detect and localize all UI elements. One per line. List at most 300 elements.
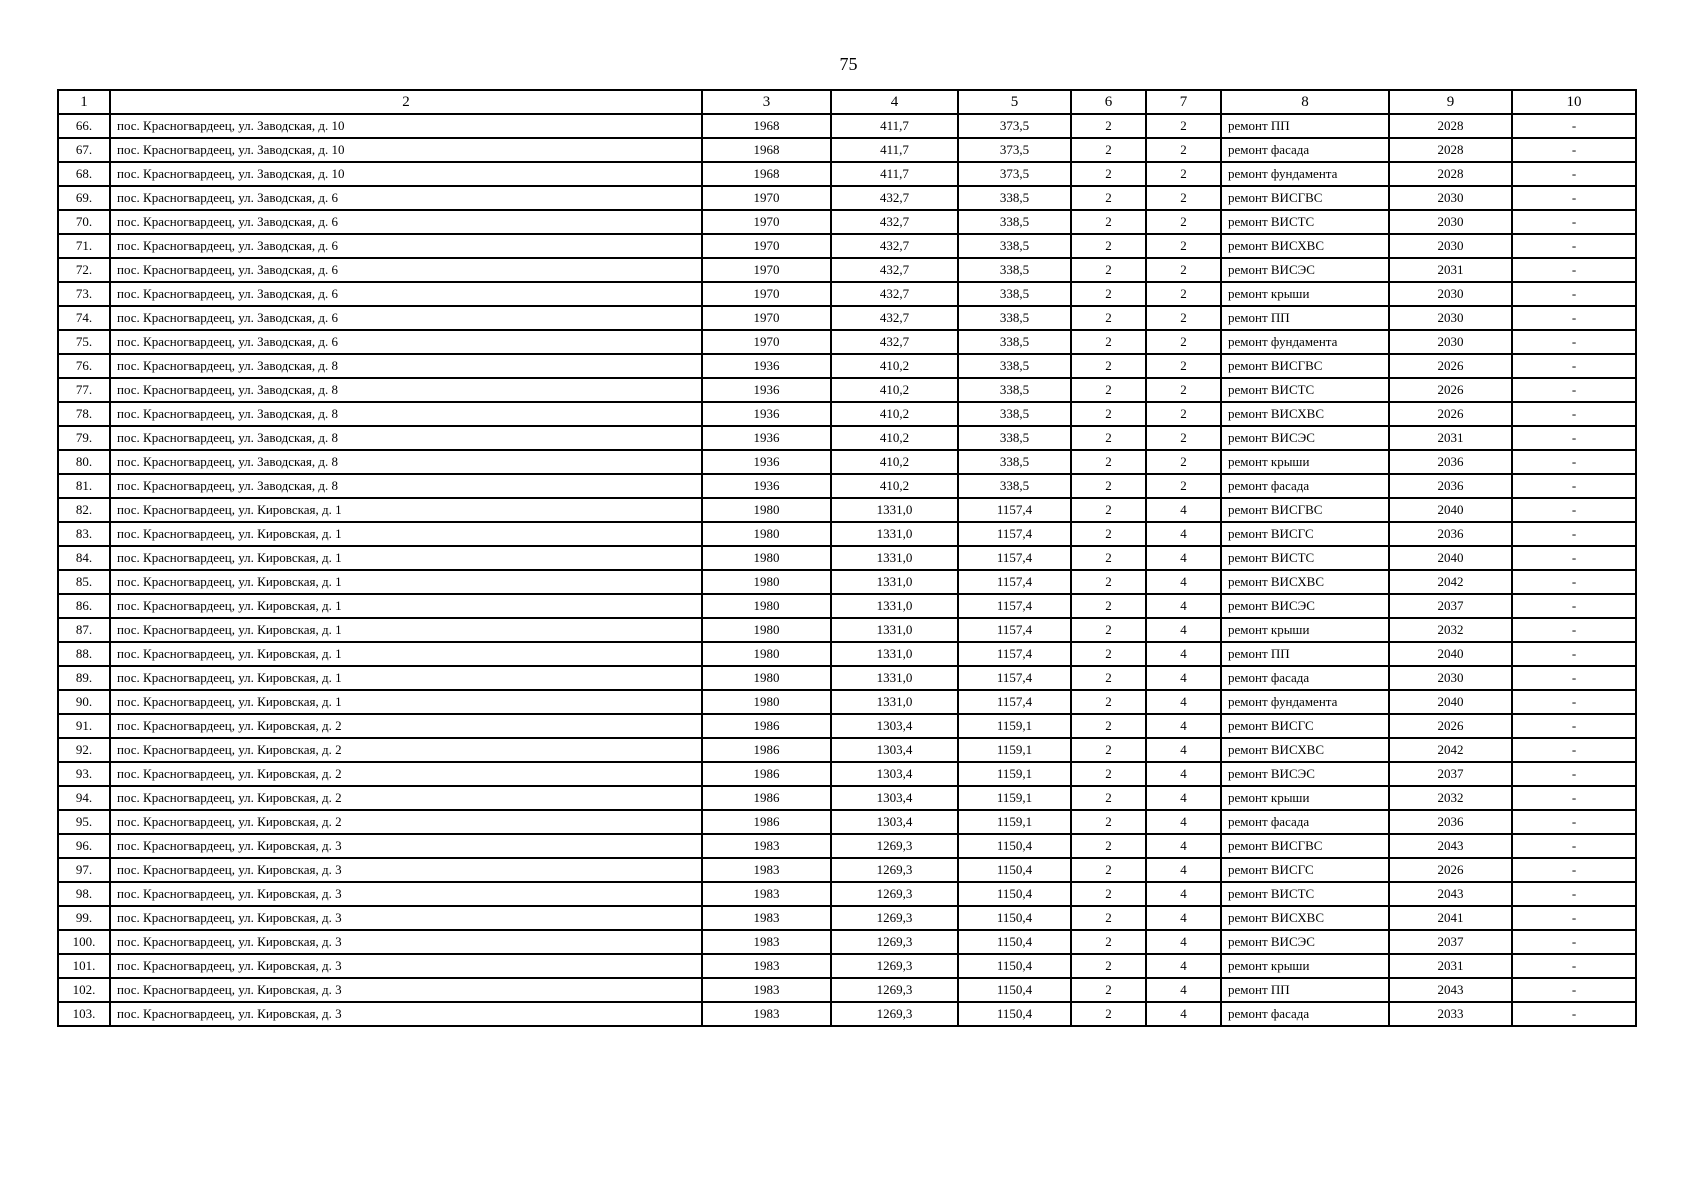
row-number-cell: 69. (58, 186, 110, 210)
total-area-cell: 1269,3 (831, 858, 958, 882)
row-number-cell: 81. (58, 474, 110, 498)
living-area-cell: 1159,1 (958, 738, 1071, 762)
year-built-cell: 1970 (702, 306, 831, 330)
work-type-cell: ремонт ВИСГС (1221, 714, 1389, 738)
year-built-cell: 1968 (702, 114, 831, 138)
col10-cell: - (1512, 1002, 1636, 1026)
col10-cell: - (1512, 426, 1636, 450)
work-type-cell: ремонт фасада (1221, 810, 1389, 834)
address-cell: пос. Красногвардеец, ул. Заводская, д. 6 (110, 258, 702, 282)
work-type-cell: ремонт ПП (1221, 978, 1389, 1002)
planned-year-cell: 2036 (1389, 810, 1512, 834)
table-row (58, 378, 1636, 402)
row-number-cell: 83. (58, 522, 110, 546)
address-cell: пос. Красногвардеец, ул. Кировская, д. 1 (110, 690, 702, 714)
address-cell: пос. Красногвардеец, ул. Кировская, д. 1 (110, 594, 702, 618)
planned-year-cell: 2042 (1389, 738, 1512, 762)
planned-year-cell: 2040 (1389, 498, 1512, 522)
living-area-cell: 338,5 (958, 210, 1071, 234)
address-cell: пос. Красногвардеец, ул. Заводская, д. 6 (110, 234, 702, 258)
col6-cell: 2 (1071, 714, 1146, 738)
year-built-cell: 1980 (702, 594, 831, 618)
address-cell: пос. Красногвардеец, ул. Кировская, д. 3 (110, 1002, 702, 1026)
year-built-cell: 1936 (702, 354, 831, 378)
address-cell: пос. Красногвардеец, ул. Кировская, д. 1 (110, 570, 702, 594)
planned-year-cell: 2026 (1389, 378, 1512, 402)
year-built-cell: 1986 (702, 714, 831, 738)
work-type-cell: ремонт крыши (1221, 618, 1389, 642)
year-built-cell: 1936 (702, 426, 831, 450)
year-built-cell: 1980 (702, 666, 831, 690)
total-area-cell: 1331,0 (831, 666, 958, 690)
work-type-cell: ремонт ВИСТС (1221, 546, 1389, 570)
total-area-cell: 410,2 (831, 426, 958, 450)
address-cell: пос. Красногвардеец, ул. Кировская, д. 3 (110, 834, 702, 858)
total-area-cell: 410,2 (831, 378, 958, 402)
table-row (58, 882, 1636, 906)
table-row (58, 1002, 1636, 1026)
work-type-cell: ремонт ПП (1221, 114, 1389, 138)
year-built-cell: 1983 (702, 954, 831, 978)
table-row (58, 738, 1636, 762)
col6-cell: 2 (1071, 498, 1146, 522)
table-row (58, 810, 1636, 834)
address-cell: пос. Красногвардеец, ул. Кировская, д. 1 (110, 546, 702, 570)
living-area-cell: 338,5 (958, 426, 1071, 450)
year-built-cell: 1980 (702, 642, 831, 666)
table-row (58, 546, 1636, 570)
total-area-cell: 1303,4 (831, 810, 958, 834)
total-area-cell: 1303,4 (831, 714, 958, 738)
address-cell: пос. Красногвардеец, ул. Заводская, д. 8 (110, 426, 702, 450)
work-type-cell: ремонт ВИСХВС (1221, 402, 1389, 426)
floors-cell: 4 (1146, 570, 1221, 594)
planned-year-cell: 2042 (1389, 570, 1512, 594)
row-number-cell: 73. (58, 282, 110, 306)
floors-cell: 2 (1146, 234, 1221, 258)
total-area-cell: 1331,0 (831, 642, 958, 666)
col10-cell: - (1512, 498, 1636, 522)
planned-year-cell: 2028 (1389, 162, 1512, 186)
table-row (58, 234, 1636, 258)
table-row (58, 450, 1636, 474)
col6-cell: 2 (1071, 1002, 1146, 1026)
address-cell: пос. Красногвардеец, ул. Заводская, д. 10 (110, 162, 702, 186)
row-number-cell: 71. (58, 234, 110, 258)
planned-year-cell: 2037 (1389, 594, 1512, 618)
col6-cell: 2 (1071, 906, 1146, 930)
total-area-cell: 1303,4 (831, 762, 958, 786)
table-row (58, 522, 1636, 546)
total-area-cell: 1331,0 (831, 618, 958, 642)
planned-year-cell: 2037 (1389, 762, 1512, 786)
floors-cell: 2 (1146, 474, 1221, 498)
col10-cell: - (1512, 162, 1636, 186)
planned-year-cell: 2043 (1389, 882, 1512, 906)
col6-cell: 2 (1071, 690, 1146, 714)
col6-cell: 2 (1071, 162, 1146, 186)
col6-cell: 2 (1071, 354, 1146, 378)
floors-cell: 2 (1146, 402, 1221, 426)
work-type-cell: ремонт ВИСЭС (1221, 426, 1389, 450)
total-area-cell: 1331,0 (831, 522, 958, 546)
header-cell: 7 (1146, 90, 1221, 114)
row-number-cell: 78. (58, 402, 110, 426)
planned-year-cell: 2031 (1389, 954, 1512, 978)
living-area-cell: 1159,1 (958, 786, 1071, 810)
col6-cell: 2 (1071, 762, 1146, 786)
living-area-cell: 338,5 (958, 474, 1071, 498)
living-area-cell: 1150,4 (958, 1002, 1071, 1026)
col6-cell: 2 (1071, 114, 1146, 138)
year-built-cell: 1983 (702, 930, 831, 954)
col10-cell: - (1512, 834, 1636, 858)
row-number-cell: 80. (58, 450, 110, 474)
total-area-cell: 432,7 (831, 234, 958, 258)
table-row (58, 354, 1636, 378)
planned-year-cell: 2026 (1389, 354, 1512, 378)
year-built-cell: 1986 (702, 786, 831, 810)
address-cell: пос. Красногвардеец, ул. Заводская, д. 10 (110, 138, 702, 162)
col10-cell: - (1512, 786, 1636, 810)
header-cell: 6 (1071, 90, 1146, 114)
col6-cell: 2 (1071, 954, 1146, 978)
address-cell: пос. Красногвардеец, ул. Заводская, д. 8 (110, 474, 702, 498)
table-row (58, 858, 1636, 882)
col10-cell: - (1512, 522, 1636, 546)
table-row (58, 762, 1636, 786)
year-built-cell: 1980 (702, 618, 831, 642)
col6-cell: 2 (1071, 306, 1146, 330)
planned-year-cell: 2036 (1389, 474, 1512, 498)
col10-cell: - (1512, 186, 1636, 210)
work-type-cell: ремонт фундамента (1221, 330, 1389, 354)
address-cell: пос. Красногвардеец, ул. Кировская, д. 3 (110, 954, 702, 978)
address-cell: пос. Красногвардеец, ул. Кировская, д. 3 (110, 978, 702, 1002)
year-built-cell: 1968 (702, 162, 831, 186)
living-area-cell: 1150,4 (958, 834, 1071, 858)
col6-cell: 2 (1071, 858, 1146, 882)
year-built-cell: 1983 (702, 858, 831, 882)
floors-cell: 4 (1146, 714, 1221, 738)
table-row (58, 834, 1636, 858)
address-cell: пос. Красногвардеец, ул. Кировская, д. 3 (110, 882, 702, 906)
row-number-cell: 77. (58, 378, 110, 402)
planned-year-cell: 2032 (1389, 786, 1512, 810)
floors-cell: 4 (1146, 930, 1221, 954)
address-cell: пос. Красногвардеец, ул. Заводская, д. 6 (110, 210, 702, 234)
table-row (58, 570, 1636, 594)
total-area-cell: 432,7 (831, 186, 958, 210)
living-area-cell: 338,5 (958, 330, 1071, 354)
col10-cell: - (1512, 858, 1636, 882)
living-area-cell: 338,5 (958, 450, 1071, 474)
address-cell: пос. Красногвардеец, ул. Кировская, д. 2 (110, 714, 702, 738)
total-area-cell: 1269,3 (831, 834, 958, 858)
floors-cell: 2 (1146, 186, 1221, 210)
address-cell: пос. Красногвардеец, ул. Кировская, д. 3 (110, 858, 702, 882)
work-type-cell: ремонт фасада (1221, 474, 1389, 498)
total-area-cell: 411,7 (831, 114, 958, 138)
living-area-cell: 1157,4 (958, 666, 1071, 690)
total-area-cell: 1331,0 (831, 570, 958, 594)
row-number-cell: 79. (58, 426, 110, 450)
col10-cell: - (1512, 282, 1636, 306)
table-row (58, 642, 1636, 666)
work-type-cell: ремонт ВИСТС (1221, 378, 1389, 402)
col10-cell: - (1512, 306, 1636, 330)
planned-year-cell: 2043 (1389, 834, 1512, 858)
year-built-cell: 1983 (702, 978, 831, 1002)
work-type-cell: ремонт ВИСЭС (1221, 930, 1389, 954)
work-type-cell: ремонт ВИСГВС (1221, 498, 1389, 522)
table-row (58, 618, 1636, 642)
floors-cell: 2 (1146, 450, 1221, 474)
col6-cell: 2 (1071, 738, 1146, 762)
col10-cell: - (1512, 450, 1636, 474)
col6-cell: 2 (1071, 258, 1146, 282)
floors-cell: 2 (1146, 138, 1221, 162)
address-cell: пос. Красногвардеец, ул. Кировская, д. 1 (110, 666, 702, 690)
row-number-cell: 86. (58, 594, 110, 618)
header-cell: 8 (1221, 90, 1389, 114)
living-area-cell: 1150,4 (958, 954, 1071, 978)
table-row (58, 186, 1636, 210)
total-area-cell: 1269,3 (831, 954, 958, 978)
row-number-cell: 97. (58, 858, 110, 882)
year-built-cell: 1980 (702, 498, 831, 522)
address-cell: пос. Красногвардеец, ул. Кировская, д. 1 (110, 498, 702, 522)
planned-year-cell: 2033 (1389, 1002, 1512, 1026)
work-type-cell: ремонт ВИСТС (1221, 210, 1389, 234)
floors-cell: 4 (1146, 834, 1221, 858)
total-area-cell: 1269,3 (831, 882, 958, 906)
address-cell: пос. Красногвардеец, ул. Заводская, д. 8 (110, 354, 702, 378)
living-area-cell: 1150,4 (958, 930, 1071, 954)
year-built-cell: 1970 (702, 234, 831, 258)
living-area-cell: 338,5 (958, 306, 1071, 330)
total-area-cell: 1269,3 (831, 930, 958, 954)
planned-year-cell: 2031 (1389, 426, 1512, 450)
floors-cell: 2 (1146, 258, 1221, 282)
floors-cell: 2 (1146, 210, 1221, 234)
table-row (58, 786, 1636, 810)
col10-cell: - (1512, 978, 1636, 1002)
col10-cell: - (1512, 618, 1636, 642)
floors-cell: 4 (1146, 618, 1221, 642)
year-built-cell: 1980 (702, 522, 831, 546)
year-built-cell: 1983 (702, 882, 831, 906)
row-number-cell: 96. (58, 834, 110, 858)
planned-year-cell: 2030 (1389, 306, 1512, 330)
living-area-cell: 1157,4 (958, 594, 1071, 618)
header-cell: 1 (58, 90, 110, 114)
total-area-cell: 432,7 (831, 282, 958, 306)
year-built-cell: 1970 (702, 186, 831, 210)
work-type-cell: ремонт ВИСХВС (1221, 570, 1389, 594)
row-number-cell: 66. (58, 114, 110, 138)
header-cell: 9 (1389, 90, 1512, 114)
total-area-cell: 410,2 (831, 402, 958, 426)
year-built-cell: 1970 (702, 258, 831, 282)
col10-cell: - (1512, 930, 1636, 954)
planned-year-cell: 2040 (1389, 642, 1512, 666)
col6-cell: 2 (1071, 234, 1146, 258)
col10-cell: - (1512, 738, 1636, 762)
address-cell: пос. Красногвардеец, ул. Кировская, д. 1 (110, 642, 702, 666)
table-row (58, 714, 1636, 738)
table-row (58, 162, 1636, 186)
year-built-cell: 1936 (702, 474, 831, 498)
living-area-cell: 338,5 (958, 234, 1071, 258)
col10-cell: - (1512, 810, 1636, 834)
year-built-cell: 1936 (702, 402, 831, 426)
table-row (58, 330, 1636, 354)
row-number-cell: 82. (58, 498, 110, 522)
floors-cell: 2 (1146, 354, 1221, 378)
living-area-cell: 1157,4 (958, 522, 1071, 546)
address-cell: пос. Красногвардеец, ул. Заводская, д. 6 (110, 186, 702, 210)
header-cell: 2 (110, 90, 702, 114)
floors-cell: 4 (1146, 858, 1221, 882)
row-number-cell: 88. (58, 642, 110, 666)
col6-cell: 2 (1071, 282, 1146, 306)
work-type-cell: ремонт крыши (1221, 450, 1389, 474)
year-built-cell: 1983 (702, 1002, 831, 1026)
col10-cell: - (1512, 402, 1636, 426)
year-built-cell: 1986 (702, 738, 831, 762)
total-area-cell: 411,7 (831, 162, 958, 186)
col6-cell: 2 (1071, 330, 1146, 354)
planned-year-cell: 2028 (1389, 138, 1512, 162)
col6-cell: 2 (1071, 930, 1146, 954)
col10-cell: - (1512, 714, 1636, 738)
floors-cell: 4 (1146, 978, 1221, 1002)
address-cell: пос. Красногвардеец, ул. Заводская, д. 6 (110, 330, 702, 354)
address-cell: пос. Красногвардеец, ул. Заводская, д. 6 (110, 282, 702, 306)
work-type-cell: ремонт ВИСХВС (1221, 738, 1389, 762)
col6-cell: 2 (1071, 546, 1146, 570)
total-area-cell: 432,7 (831, 306, 958, 330)
col6-cell: 2 (1071, 594, 1146, 618)
living-area-cell: 1150,4 (958, 882, 1071, 906)
row-number-cell: 98. (58, 882, 110, 906)
row-number-cell: 87. (58, 618, 110, 642)
address-cell: пос. Красногвардеец, ул. Кировская, д. 3 (110, 906, 702, 930)
living-area-cell: 338,5 (958, 258, 1071, 282)
work-type-cell: ремонт ВИСГС (1221, 858, 1389, 882)
col10-cell: - (1512, 114, 1636, 138)
work-type-cell: ремонт фасада (1221, 1002, 1389, 1026)
col10-cell: - (1512, 882, 1636, 906)
living-area-cell: 1157,4 (958, 570, 1071, 594)
year-built-cell: 1980 (702, 570, 831, 594)
row-number-cell: 100. (58, 930, 110, 954)
table-row (58, 498, 1636, 522)
address-cell: пос. Красногвардеец, ул. Кировская, д. 2 (110, 786, 702, 810)
floors-cell: 4 (1146, 666, 1221, 690)
work-type-cell: ремонт фасада (1221, 138, 1389, 162)
address-cell: пос. Красногвардеец, ул. Заводская, д. 10 (110, 114, 702, 138)
total-area-cell: 1331,0 (831, 690, 958, 714)
work-type-cell: ремонт фасада (1221, 666, 1389, 690)
table-row (58, 594, 1636, 618)
floors-cell: 2 (1146, 378, 1221, 402)
address-cell: пос. Красногвардеец, ул. Кировская, д. 1 (110, 522, 702, 546)
header-cell: 4 (831, 90, 958, 114)
col10-cell: - (1512, 378, 1636, 402)
floors-cell: 4 (1146, 522, 1221, 546)
year-built-cell: 1983 (702, 834, 831, 858)
row-number-cell: 84. (58, 546, 110, 570)
address-cell: пос. Красногвардеец, ул. Кировская, д. 3 (110, 930, 702, 954)
col6-cell: 2 (1071, 402, 1146, 426)
floors-cell: 2 (1146, 162, 1221, 186)
total-area-cell: 1269,3 (831, 1002, 958, 1026)
col6-cell: 2 (1071, 642, 1146, 666)
living-area-cell: 1157,4 (958, 690, 1071, 714)
living-area-cell: 1159,1 (958, 714, 1071, 738)
table-row (58, 258, 1636, 282)
planned-year-cell: 2032 (1389, 618, 1512, 642)
living-area-cell: 1159,1 (958, 810, 1071, 834)
row-number-cell: 94. (58, 786, 110, 810)
planned-year-cell: 2040 (1389, 690, 1512, 714)
living-area-cell: 373,5 (958, 138, 1071, 162)
table-row (58, 282, 1636, 306)
total-area-cell: 410,2 (831, 450, 958, 474)
table-row (58, 690, 1636, 714)
work-type-cell: ремонт ВИСГС (1221, 522, 1389, 546)
address-cell: пос. Красногвардеец, ул. Кировская, д. 2 (110, 810, 702, 834)
repair-schedule-table (57, 89, 1637, 1027)
col6-cell: 2 (1071, 474, 1146, 498)
work-type-cell: ремонт ВИСГВС (1221, 354, 1389, 378)
living-area-cell: 1157,4 (958, 498, 1071, 522)
row-number-cell: 103. (58, 1002, 110, 1026)
table-row (58, 306, 1636, 330)
col10-cell: - (1512, 354, 1636, 378)
living-area-cell: 338,5 (958, 402, 1071, 426)
planned-year-cell: 2043 (1389, 978, 1512, 1002)
planned-year-cell: 2036 (1389, 450, 1512, 474)
row-number-cell: 95. (58, 810, 110, 834)
row-number-cell: 92. (58, 738, 110, 762)
living-area-cell: 1150,4 (958, 978, 1071, 1002)
year-built-cell: 1936 (702, 378, 831, 402)
floors-cell: 4 (1146, 1002, 1221, 1026)
living-area-cell: 338,5 (958, 378, 1071, 402)
row-number-cell: 68. (58, 162, 110, 186)
year-built-cell: 1983 (702, 906, 831, 930)
work-type-cell: ремонт ПП (1221, 642, 1389, 666)
table-row (58, 978, 1636, 1002)
planned-year-cell: 2036 (1389, 522, 1512, 546)
table-row (58, 402, 1636, 426)
planned-year-cell: 2040 (1389, 546, 1512, 570)
floors-cell: 4 (1146, 546, 1221, 570)
living-area-cell: 1157,4 (958, 642, 1071, 666)
year-built-cell: 1970 (702, 210, 831, 234)
col10-cell: - (1512, 474, 1636, 498)
floors-cell: 4 (1146, 954, 1221, 978)
year-built-cell: 1970 (702, 282, 831, 306)
floors-cell: 4 (1146, 762, 1221, 786)
work-type-cell: ремонт ПП (1221, 306, 1389, 330)
col6-cell: 2 (1071, 378, 1146, 402)
floors-cell: 4 (1146, 498, 1221, 522)
floors-cell: 2 (1146, 282, 1221, 306)
